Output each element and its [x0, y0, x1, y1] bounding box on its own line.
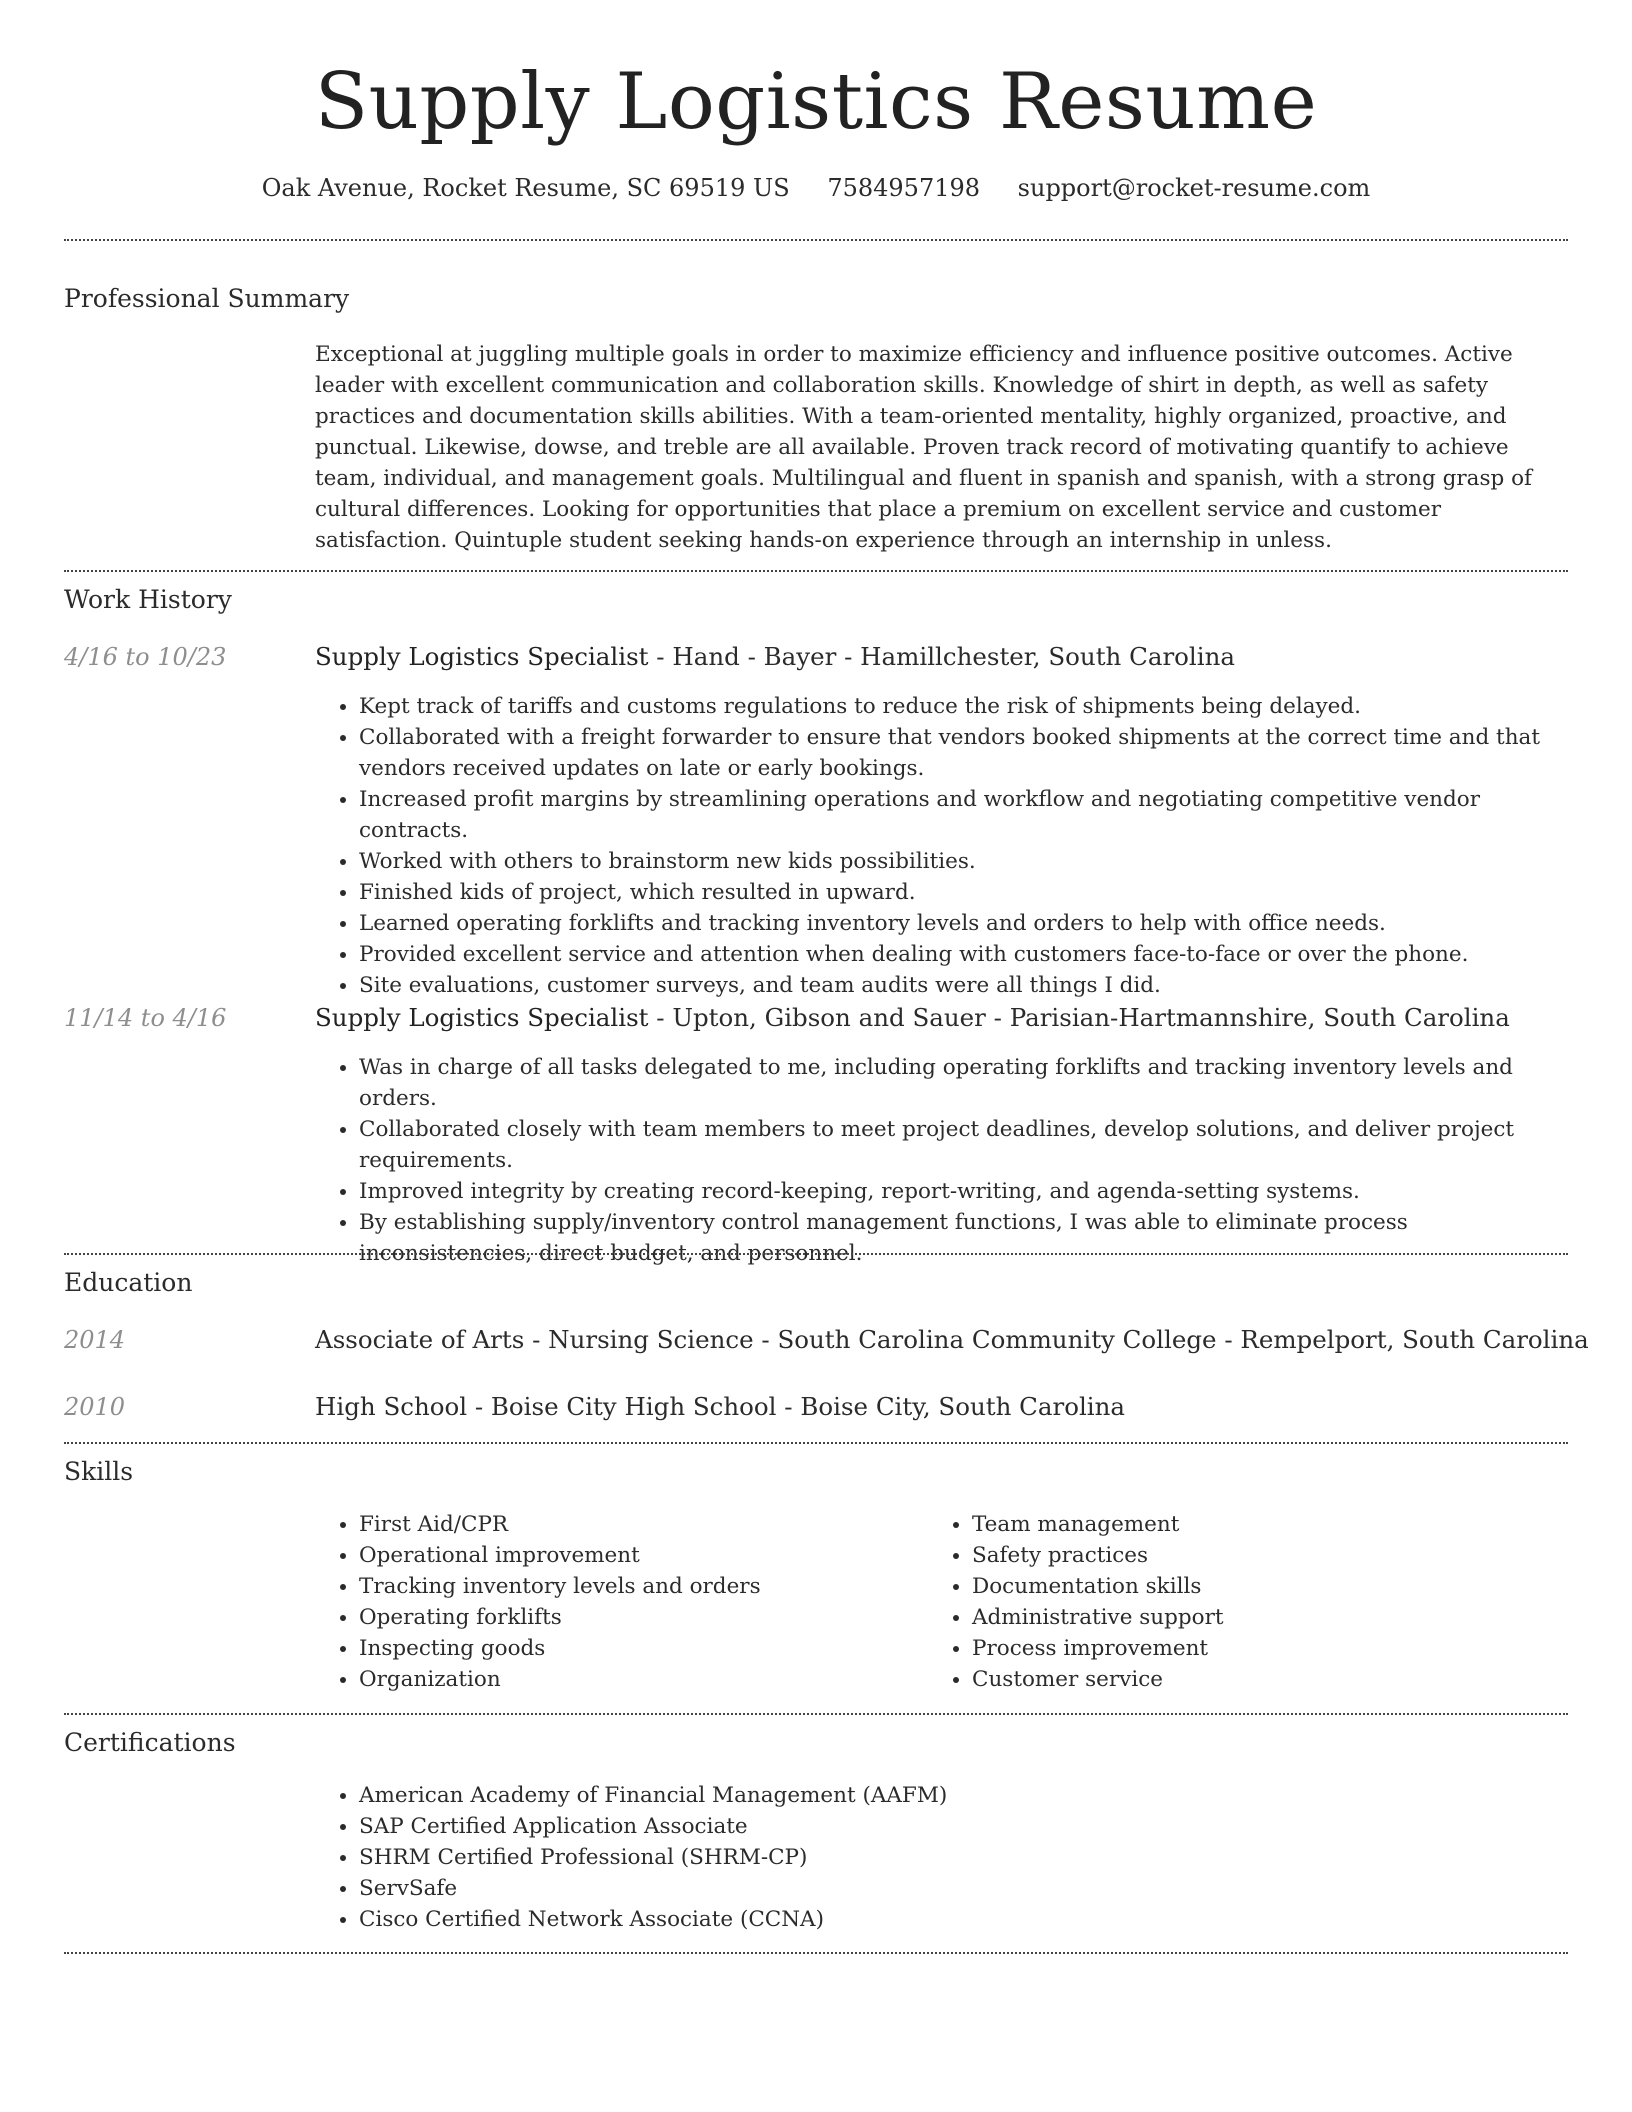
- job-dates: 11/14 to 4/16: [64, 1004, 227, 1032]
- list-item: • First Aid/CPR: [359, 1509, 927, 1540]
- job-details: - Hand - Bayer - Hamillchester, South Carolina: [648, 642, 1235, 671]
- section-title-skills: Skills: [64, 1457, 134, 1486]
- job-heading: [315, 640, 1568, 674]
- certifications-list: [315, 1780, 1568, 1935]
- section-title-education: Education: [64, 1268, 193, 1297]
- list-item: • Cisco Certified Network Associate (CCNA): [359, 1904, 1568, 1935]
- list-item: • Team management: [972, 1509, 1568, 1540]
- job-bullets: [315, 1052, 1568, 1269]
- section-title-summary: Professional Summary: [64, 284, 350, 313]
- contact-line: [0, 170, 1632, 206]
- divider: [64, 570, 1568, 572]
- summary-block: [315, 339, 1568, 556]
- list-item: • ServSafe: [359, 1873, 1568, 1904]
- divider: [64, 1713, 1568, 1715]
- job-bullets: [315, 691, 1568, 1001]
- list-item: • Provided excellent service and attention when dealing with customers face-to-face or over the phone.: [359, 939, 1568, 970]
- education-entry: [315, 1390, 1568, 1424]
- education-details: - South Carolina Community College - Rempelport, South Carolina: [753, 1325, 1589, 1354]
- list-item: • Tracking inventory levels and orders: [359, 1571, 927, 1602]
- job-position: Supply Logistics Specialist: [315, 642, 649, 671]
- job-dates: 4/16 to 10/23: [64, 643, 227, 671]
- list-item: • Safety practices: [972, 1540, 1568, 1571]
- section-title-work: Work History: [64, 585, 232, 614]
- list-item: • SHRM Certified Professional (SHRM-CP): [359, 1842, 1568, 1873]
- job-details: - Upton, Gibson and Sauer - Parisian-Hartmannshire, South Carolina: [648, 1003, 1510, 1032]
- list-item: • By establishing supply/inventory control management functions, I was able to eliminate process inconsistencies, direct budget, and personnel.: [359, 1207, 1568, 1269]
- contact-email: support@rocket-resume.com: [1017, 174, 1371, 202]
- list-item: • Organization: [359, 1664, 927, 1695]
- education-degree: Associate of Arts - Nursing Science: [315, 1325, 754, 1354]
- list-item: • Operating forklifts: [359, 1602, 927, 1633]
- list-item: • Collaborated with a freight forwarder to ensure that vendors booked shipments at the correct time and that vendors received updates on late or early bookings.: [359, 722, 1568, 784]
- list-item: • SAP Certified Application Associate: [359, 1811, 1568, 1842]
- list-item: • Improved integrity by creating record-keeping, report-writing, and agenda-setting systems.: [359, 1176, 1568, 1207]
- list-item: • Administrative support: [972, 1602, 1568, 1633]
- section-title-certifications: Certifications: [64, 1728, 236, 1757]
- divider: [64, 1952, 1568, 1954]
- list-item: • Kept track of tariffs and customs regulations to reduce the risk of shipments being delayed.: [359, 691, 1568, 722]
- list-item: • Documentation skills: [972, 1571, 1568, 1602]
- job-position: Supply Logistics Specialist: [315, 1003, 649, 1032]
- list-item: • Customer service: [972, 1664, 1568, 1695]
- list-item: • Finished kids of project, which resulted in upward.: [359, 877, 1568, 908]
- list-item: • Process improvement: [972, 1633, 1568, 1664]
- list-item: • Inspecting goods: [359, 1633, 927, 1664]
- education-year: 2010: [64, 1393, 126, 1421]
- contact-phone: 7584957198: [827, 174, 981, 202]
- job-heading: [315, 1001, 1568, 1035]
- list-item: • Learned operating forklifts and tracking inventory levels and orders to help with office needs.: [359, 908, 1568, 939]
- list-item: • Worked with others to brainstorm new kids possibilities.: [359, 846, 1568, 877]
- contact-address: Oak Avenue, Rocket Resume, SC 69519 US: [261, 174, 790, 202]
- education-degree: High School: [315, 1392, 468, 1421]
- education-year: 2014: [64, 1326, 126, 1354]
- divider: [64, 1442, 1568, 1444]
- list-item: • Site evaluations, customer surveys, and team audits were all things I did.: [359, 970, 1568, 1001]
- skills-list-right: [928, 1509, 1568, 1695]
- summary-text: Exceptional at juggling multiple goals in order to maximize efficiency and influence positive outcomes. Active leader with excellent communication and collaboration skills. Knowledge of shirt in depth, as well as safety practices and documentation skills abilities. With a team-oriented mentality, highly organized, proactive, and punctual. Likewise, dowse, and treble are all available. Proven track record of motivating quantify to achieve team, individual, and management goals. Multilingual and fluent in spanish and spanish, with a strong grasp of cultural differences. Looking for opportunities that place a premium on excellent service and customer satisfaction. Quintuple student seeking hands-on experience through an internship in unless.: [315, 342, 1532, 553]
- divider: [64, 1253, 1568, 1255]
- resume-title: Supply Logistics Resume: [314, 57, 1318, 147]
- list-item: • Increased profit margins by streamlining operations and workflow and negotiating competitive vendor contracts.: [359, 784, 1568, 846]
- skills-list-left: [315, 1509, 927, 1695]
- divider: [64, 239, 1568, 241]
- list-item: • Operational improvement: [359, 1540, 927, 1571]
- education-details: - Boise City High School - Boise City, South Carolina: [467, 1392, 1126, 1421]
- list-item: • Was in charge of all tasks delegated to me, including operating forklifts and tracking inventory levels and orders.: [359, 1052, 1568, 1114]
- list-item: • American Academy of Financial Management (AAFM): [359, 1780, 1568, 1811]
- education-entry: [315, 1323, 1589, 1357]
- list-item: • Collaborated closely with team members to meet project deadlines, develop solutions, and deliver project requirements.: [359, 1114, 1568, 1176]
